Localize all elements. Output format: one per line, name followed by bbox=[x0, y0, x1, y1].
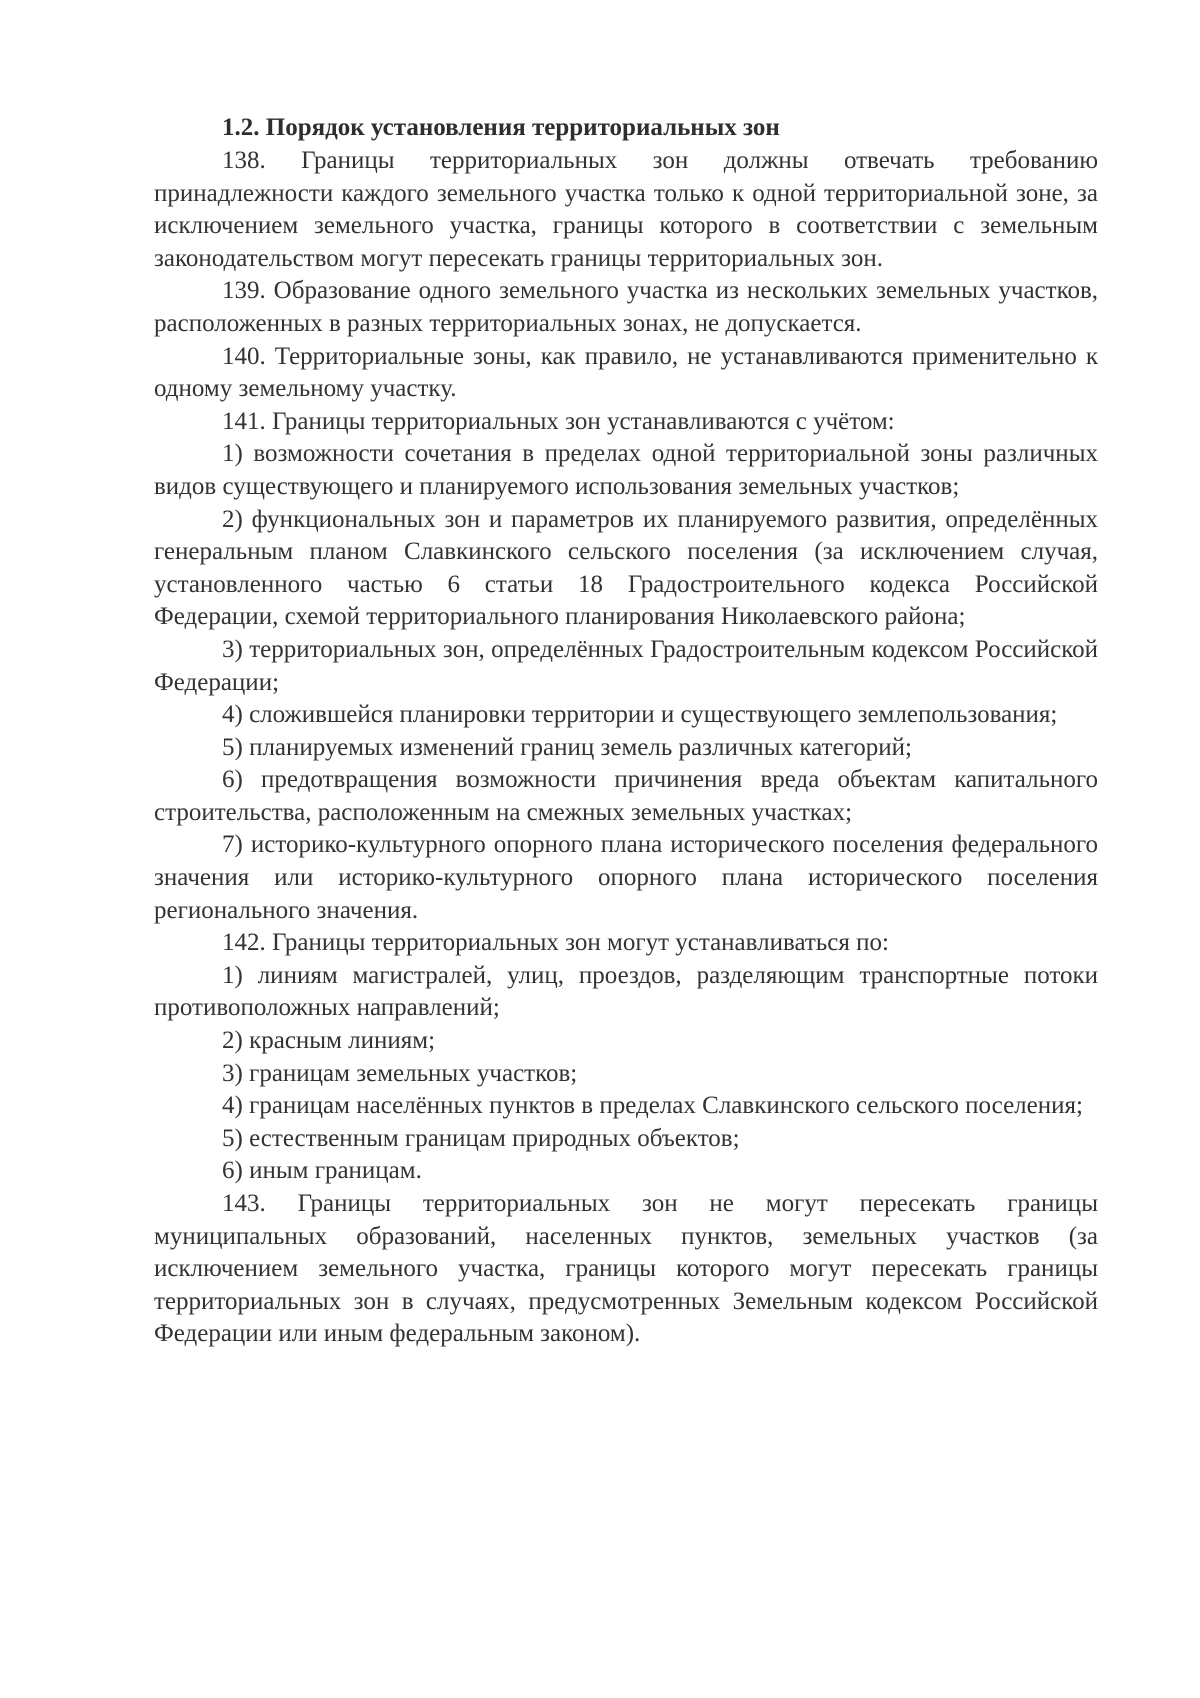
list-item-141-3: 3) территориальных зон, определённых Градостроительным кодексом Российской Федерации; bbox=[154, 635, 1098, 696]
paragraph-139: 139. Образование одного земельного участка из нескольких земельных участков, расположенных в разных территориальных зонах, не допускается. bbox=[154, 277, 1098, 337]
list-item-142-3: 3) границам земельных участков; bbox=[222, 1059, 578, 1087]
document-body bbox=[154, 111, 1098, 1351]
list-item-141-5: 5) планируемых изменений границ земель различных категорий; bbox=[222, 733, 912, 761]
list-item-141-2: 2) функциональных зон и параметров их планируемого развития, определённых генеральным планом Славкинского сельского поселения (за исключением случая, установленного частью 6 статьи 18 Градостроительного кодекса Российской Федерации, схемой территориального планирования Николаевского района; bbox=[154, 505, 1098, 631]
paragraph-141: 141. Границы территориальных зон устанавливаются с учётом: bbox=[222, 407, 895, 435]
list-item-142-1: 1) линиям магистралей, улиц, проездов, разделяющим транспортные потоки противоположных направлений; bbox=[154, 961, 1098, 1022]
paragraph-140: 140. Территориальные зоны, как правило, не устанавливаются применительно к одному земельному участку. bbox=[154, 342, 1098, 403]
list-item-142-6: 6) иным границам. bbox=[222, 1157, 422, 1185]
paragraph-143: 143. Границы территориальных зон не могут пересекать границы муниципальных образований, населенных пунктов, земельных участков (за исключением земельного участка, границы которого могут пересекать границы территориальных зон в случаях, предусмотренных Земельным кодексом Российской Федерации или иным федеральным законом). bbox=[154, 1190, 1098, 1348]
list-item-142-5: 5) естественным границам природных объектов; bbox=[222, 1124, 740, 1152]
list-item-141-7: 7) историко-культурного опорного плана исторического поселения федерального значения или историко-культурного опорного плана исторического поселения регионального значения. bbox=[154, 831, 1098, 924]
paragraph-138: 138. Границы территориальных зон должны отвечать требованию принадлежности каждого земельного участка только к одной территориальной зоне, за исключением земельного участка, границы которого в соответствии с земельным законодательством могут пересекать границы территориальных зон. bbox=[154, 147, 1098, 272]
section-heading: 1.2. Порядок установления территориальных зон bbox=[222, 114, 780, 141]
list-item-141-4: 4) сложившейся планировки территории и существующего землепользования; bbox=[222, 701, 1058, 729]
list-item-142-2: 2) красным линиям; bbox=[222, 1027, 436, 1055]
paragraph-142: 142. Границы территориальных зон могут устанавливаться по: bbox=[222, 929, 889, 957]
list-item-141-6: 6) предотвращения возможности причинения вреда объектам капитального строительства, расположенным на смежных земельных участках; bbox=[154, 766, 1098, 826]
list-item-142-4: 4) границам населённых пунктов в пределах Славкинского сельского поселения; bbox=[222, 1092, 1083, 1120]
list-item-141-1: 1) возможности сочетания в пределах одной территориальной зоны различных видов существующего и планируемого использования земельных участков; bbox=[154, 440, 1098, 500]
